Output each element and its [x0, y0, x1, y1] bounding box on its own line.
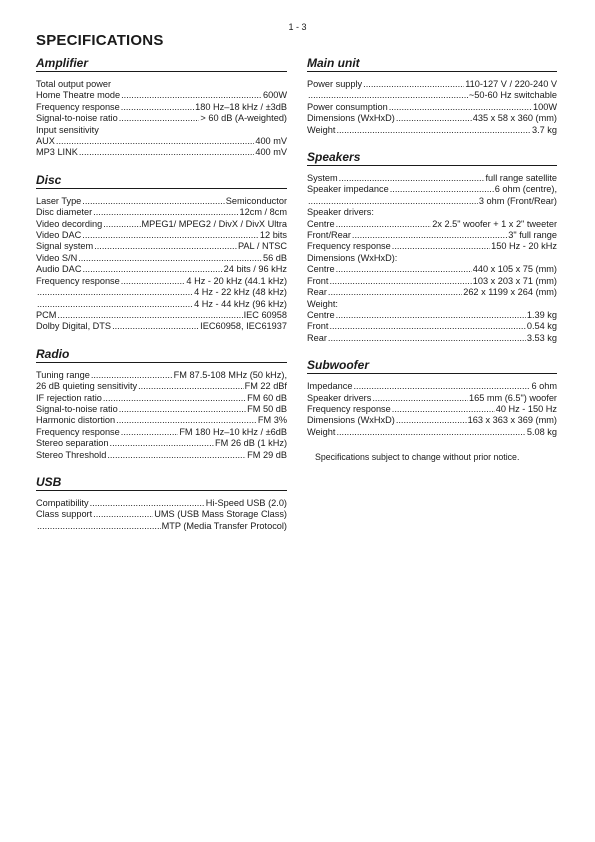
spec-label: Frequency response — [307, 241, 391, 252]
spec-value: 6 ohm (centre), — [494, 184, 557, 195]
spec-value: 600W — [262, 90, 287, 101]
spec-label: Compatibility — [36, 497, 89, 508]
dot-leader — [339, 173, 485, 184]
section-subwoofer — [307, 358, 557, 438]
spec-value: 40 Hz - 150 Hz — [495, 403, 557, 414]
spec-label: Video DAC — [36, 230, 82, 241]
dot-leader — [37, 521, 161, 532]
spec-row — [36, 79, 287, 90]
spec-value: 3" full range — [508, 230, 557, 241]
spec-label: IF rejection ratio — [36, 392, 102, 403]
spec-row — [36, 427, 287, 438]
spec-label: Signal system — [36, 241, 94, 252]
spec-row — [36, 370, 287, 381]
section-title: Speakers — [307, 150, 557, 166]
dot-leader — [308, 90, 468, 101]
spec-row — [307, 299, 557, 310]
spec-label: Power supply — [307, 79, 363, 89]
spec-row — [307, 333, 557, 344]
dot-leader — [121, 276, 186, 287]
spec-row — [307, 125, 557, 136]
spec-row — [307, 184, 557, 195]
spec-label: Speaker drivers — [307, 392, 372, 403]
dot-leader — [119, 404, 246, 415]
spec-label: Dimensions (WxHxD) — [307, 113, 395, 124]
section-title: Radio — [36, 347, 287, 363]
spec-row — [307, 79, 557, 90]
dot-leader — [363, 79, 464, 90]
spec-label: Front/Rear — [307, 230, 351, 241]
section-speakers — [307, 150, 557, 344]
spec-label: Frequency response — [36, 426, 120, 437]
left-column — [36, 56, 287, 546]
spec-row — [36, 230, 287, 241]
spec-value: 3.53 kg — [526, 332, 557, 343]
dot-leader — [93, 207, 238, 218]
dot-leader — [392, 404, 495, 415]
spec-value: FM 50 dB — [247, 403, 287, 414]
spec-label: AUX — [36, 136, 55, 147]
section-title: Main unit — [307, 56, 557, 72]
spec-row — [307, 276, 557, 287]
spec-value: FM 180 Hz–10 kHz / ±6dB — [179, 426, 287, 437]
spec-row — [307, 102, 557, 113]
spec-label: System — [307, 173, 338, 184]
spec-label: Impedance — [307, 381, 353, 392]
dot-leader — [353, 381, 530, 392]
spec-value: 3.7 kg — [531, 124, 557, 135]
spec-row — [36, 264, 287, 275]
spec-row — [307, 196, 557, 207]
spec-label: PCM — [36, 309, 57, 320]
spec-value: FM 60 dB — [247, 392, 287, 403]
spec-label: 26 dB quieting sensitivity — [36, 381, 138, 392]
spec-label: Signal-to-noise ratio — [36, 113, 118, 124]
spec-label: Total output power — [36, 79, 112, 89]
section-main-unit — [307, 56, 557, 136]
dot-leader — [336, 219, 432, 230]
spec-value: Hi-Speed USB (2.0) — [205, 497, 287, 508]
spec-value: 2x 2.5" woofer + 1 x 2" tweeter — [432, 218, 557, 229]
dot-leader — [116, 415, 257, 426]
section-disc — [36, 173, 287, 333]
spec-value: 4 Hz - 20 kHz (44.1 kHz) — [186, 275, 287, 286]
spec-list — [307, 79, 557, 136]
spec-row — [36, 276, 287, 287]
dot-leader — [328, 287, 462, 298]
spec-row — [36, 509, 287, 520]
spec-value: 165 mm (6.5") woofer — [468, 392, 557, 403]
spec-label: Home Theatre mode — [36, 90, 121, 101]
spec-row — [36, 90, 287, 101]
spec-value: FM 3% — [257, 415, 287, 426]
spec-row — [36, 125, 287, 136]
spec-label: Harmonic distortion — [36, 415, 116, 426]
spec-value: FM 26 dB (1 kHz) — [215, 438, 287, 449]
spec-label: Input sensitivity — [36, 124, 99, 135]
section-title: Disc — [36, 173, 287, 189]
section-usb — [36, 475, 287, 532]
spec-label: Stereo separation — [36, 438, 109, 449]
spec-label: Speaker drivers: — [307, 207, 374, 218]
spec-row — [36, 196, 287, 207]
dot-leader — [336, 125, 531, 136]
spec-value: MPEG1/ MPEG2 / DivX / DivX Ultra — [141, 218, 287, 229]
spec-label: Weight — [307, 124, 336, 135]
spec-row — [36, 113, 287, 124]
spec-row — [307, 230, 557, 241]
spec-value: 56 dB — [262, 252, 287, 263]
dot-leader — [329, 321, 525, 332]
spec-row — [36, 415, 287, 426]
dot-leader — [336, 264, 472, 275]
spec-row — [36, 521, 287, 532]
spec-row — [307, 427, 557, 438]
spec-row — [36, 498, 287, 509]
spec-row — [307, 310, 557, 321]
spec-label: Disc diameter — [36, 207, 93, 218]
spec-label: Tuning range — [36, 369, 90, 380]
spec-row — [307, 113, 557, 124]
spec-label: Frequency response — [36, 275, 120, 286]
dot-leader — [103, 393, 246, 404]
spec-label: Signal-to-noise ratio — [36, 403, 118, 414]
spec-list — [36, 370, 287, 461]
dot-leader — [336, 427, 525, 438]
dot-leader — [389, 102, 532, 113]
spec-value: IEC 60958 — [243, 309, 287, 320]
spec-value: 163 x 363 x 369 (mm) — [467, 415, 557, 426]
spec-row — [36, 321, 287, 332]
dot-leader — [82, 230, 259, 241]
spec-value: 0.54 kg — [526, 321, 557, 332]
spec-row — [36, 381, 287, 392]
spec-value: FM 87.5-108 MHz (50 kHz), — [173, 369, 287, 380]
dot-leader — [56, 136, 254, 147]
spec-value: PAL / NTSC — [237, 241, 287, 252]
spec-label: Video decording — [36, 218, 103, 229]
spec-label: Stereo Threshold — [36, 449, 107, 460]
spec-value: 1.39 kg — [526, 309, 557, 320]
dot-leader — [79, 147, 254, 158]
spec-value: MTP (Media Transfer Protocol) — [161, 520, 287, 531]
spec-row — [307, 287, 557, 298]
spec-row — [36, 102, 287, 113]
dot-leader — [91, 370, 173, 381]
spec-label: Centre — [307, 218, 335, 229]
section-amplifier — [36, 56, 287, 159]
spec-value: 262 x 1199 x 264 (mm) — [463, 287, 557, 298]
section-title: USB — [36, 475, 287, 491]
spec-value: 4 Hz - 22 kHz (48 kHz) — [194, 287, 287, 298]
spec-row — [307, 264, 557, 275]
dot-leader — [328, 333, 526, 344]
dot-leader — [112, 321, 199, 332]
spec-value: 150 Hz - 20 kHz — [491, 241, 557, 252]
dot-leader — [94, 241, 237, 252]
spec-label: Video S/N — [36, 252, 78, 263]
spec-value: ~50-60 Hz switchable — [468, 90, 557, 101]
dot-leader — [78, 253, 262, 264]
dot-leader — [121, 427, 179, 438]
spec-row — [36, 299, 287, 310]
spec-list — [36, 79, 287, 159]
spec-value: FM 29 dB — [247, 449, 287, 460]
spec-value: 100W — [532, 101, 557, 112]
spec-value: IEC60958, IEC61937 — [200, 321, 287, 332]
spec-row — [36, 310, 287, 321]
section-radio — [36, 347, 287, 461]
page-title: SPECIFICATIONS — [36, 32, 164, 49]
dot-leader — [37, 299, 193, 310]
spec-label: Audio DAC — [36, 264, 82, 275]
spec-label: Dimensions (WxHxD): — [307, 252, 398, 263]
spec-value: 180 Hz–18 kHz / ±3dB — [195, 101, 287, 112]
dot-leader — [336, 310, 526, 321]
spec-label: MP3 LINK — [36, 147, 78, 158]
spec-list — [36, 196, 287, 333]
spec-value: 6 ohm — [531, 381, 557, 392]
spec-label: Laser Type — [36, 195, 82, 206]
dot-leader — [372, 393, 468, 404]
spec-row — [307, 241, 557, 252]
spec-value: 435 x 58 x 360 (mm) — [472, 113, 557, 124]
spec-row — [307, 393, 557, 404]
page-number: 1 - 3 — [288, 22, 307, 32]
dot-leader — [57, 310, 242, 321]
spec-label: Power consumption — [307, 101, 388, 112]
spec-value: 4 Hz - 44 kHz (96 kHz) — [194, 298, 287, 309]
spec-value: 400 mV — [255, 147, 287, 158]
spec-value: 3 ohm (Front/Rear) — [478, 195, 557, 206]
dot-leader — [396, 113, 472, 124]
spec-label: Weight — [307, 426, 336, 437]
spec-row — [307, 253, 557, 264]
spec-row — [307, 90, 557, 101]
section-title: Amplifier — [36, 56, 287, 72]
spec-row — [36, 136, 287, 147]
dot-leader — [107, 450, 246, 461]
spec-value: 24 bits / 96 kHz — [223, 264, 287, 275]
spec-row — [36, 253, 287, 264]
spec-label: Speaker impedance — [307, 184, 389, 195]
dot-leader — [352, 230, 507, 241]
spec-row — [36, 393, 287, 404]
spec-row — [307, 321, 557, 332]
spec-value: 440 x 105 x 75 (mm) — [472, 264, 557, 275]
spec-value: FM 22 dBf — [244, 381, 287, 392]
spec-row — [36, 404, 287, 415]
spec-row — [307, 173, 557, 184]
spec-value: 5.08 kg — [526, 426, 557, 437]
spec-value: full range satellite — [485, 173, 557, 184]
spec-value: 103 x 203 x 71 (mm) — [472, 275, 557, 286]
spec-label: Centre — [307, 264, 335, 275]
dot-leader — [329, 276, 471, 287]
dot-leader — [82, 264, 222, 275]
dot-leader — [110, 438, 214, 449]
dot-leader — [121, 102, 194, 113]
dot-leader — [390, 184, 494, 195]
dot-leader — [396, 415, 467, 426]
spec-row — [36, 207, 287, 218]
spec-label: Rear — [307, 332, 327, 343]
spec-row — [36, 241, 287, 252]
dot-leader — [37, 287, 193, 298]
spec-value: > 60 dB (A-weighted) — [200, 113, 287, 124]
spec-row — [36, 147, 287, 158]
spec-label: Weight: — [307, 298, 338, 309]
spec-row — [36, 438, 287, 449]
spec-row — [307, 219, 557, 230]
dot-leader — [119, 113, 200, 124]
footnote: Specifications subject to change without prior notice. — [315, 452, 520, 463]
spec-row — [307, 404, 557, 415]
spec-row — [307, 381, 557, 392]
spec-row — [36, 287, 287, 298]
spec-row — [36, 219, 287, 230]
spec-value: 12 bits — [259, 230, 287, 241]
spec-label: Rear — [307, 287, 327, 298]
spec-label: Frequency response — [36, 101, 120, 112]
spec-value: 110-127 V / 220-240 V — [465, 79, 557, 89]
spec-row — [307, 207, 557, 218]
spec-label: Front — [307, 275, 329, 286]
dot-leader — [392, 241, 490, 252]
spec-list — [307, 381, 557, 438]
dot-leader — [93, 509, 153, 520]
spec-label: Centre — [307, 309, 335, 320]
spec-label: Dolby Digital, DTS — [36, 321, 112, 332]
spec-row — [307, 415, 557, 426]
spec-list — [307, 173, 557, 344]
spec-label: Frequency response — [307, 403, 391, 414]
dot-leader — [121, 90, 262, 101]
dot-leader — [90, 498, 205, 509]
right-column — [307, 56, 557, 462]
spec-value: 12cm / 8cm — [239, 207, 287, 218]
section-title: Subwoofer — [307, 358, 557, 374]
dot-leader — [138, 381, 243, 392]
dot-leader — [82, 196, 224, 207]
spec-value: 400 mV — [255, 136, 287, 147]
spec-list — [36, 498, 287, 532]
dot-leader — [308, 196, 478, 207]
spec-row — [36, 450, 287, 461]
spec-value: Semiconductor — [225, 195, 287, 206]
spec-value: UMS (USB Mass Storage Class) — [154, 509, 287, 520]
spec-label: Class support — [36, 509, 93, 520]
spec-label: Front — [307, 321, 329, 332]
dot-leader — [103, 219, 140, 230]
spec-label: Dimensions (WxHxD) — [307, 415, 395, 426]
